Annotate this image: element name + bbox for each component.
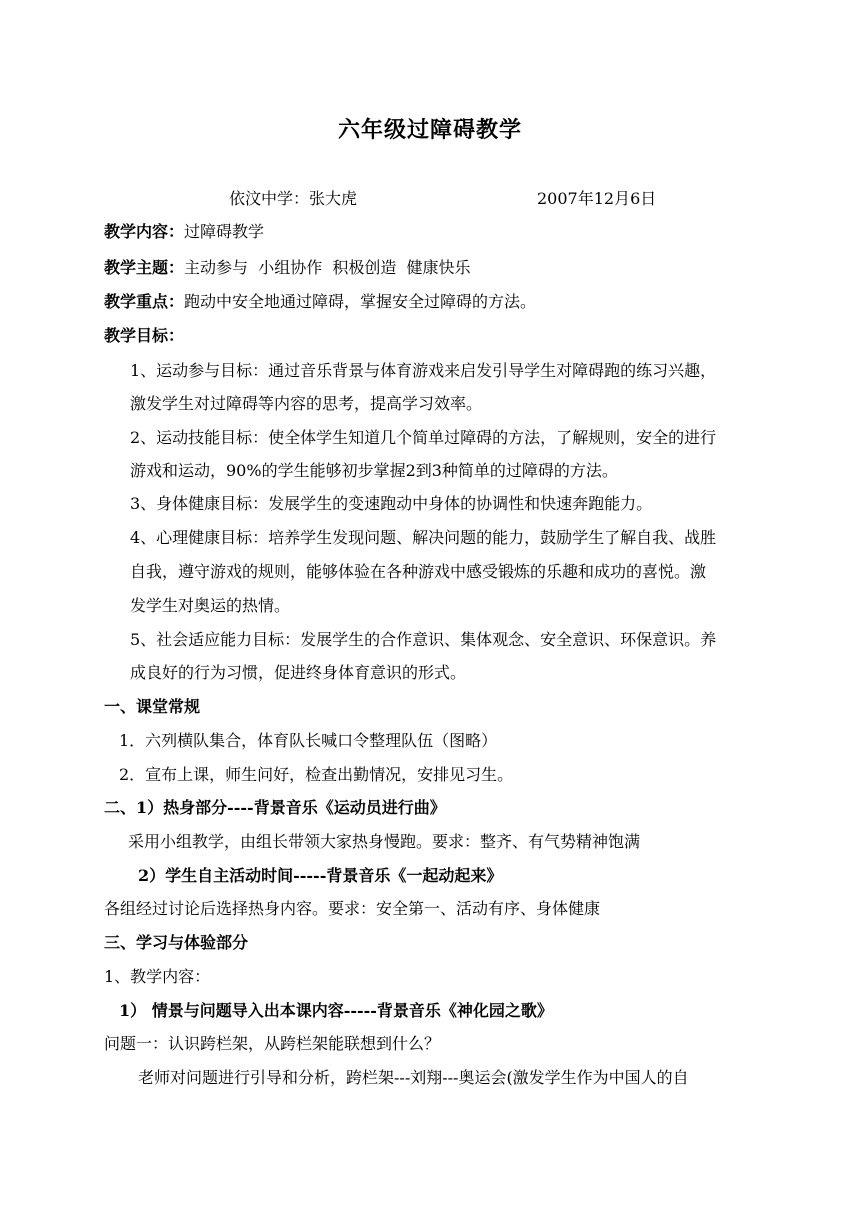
theme-label: 教学主题： [104, 258, 185, 277]
section-3-para-2: 老师对问题进行引导和分析，跨栏架---刘翔---奥运会(激发学生作为中国人的自 [138, 1068, 689, 1087]
goal-4-line-2: 自我，遵守游戏的规则，能够体验在各种游戏中感受锻炼的乐趣和成功的喜悦。激 [130, 562, 707, 581]
content-value: 过障碍教学 [184, 222, 265, 241]
section-1-item-2: 2．宣布上课，师生问好，检查出勤情况，安排见习生。 [119, 765, 514, 784]
theme-row [104, 257, 471, 279]
goal-4-line-3: 发学生对奥运的热情。 [130, 596, 291, 615]
focus-value: 跑动中安全地通过障碍，掌握安全过障碍的方法。 [184, 292, 537, 311]
focus-row [104, 291, 536, 313]
section-2-para-1: 采用小组教学，由组长带领大家热身慢跑。要求：整齐、有气势精神饱满 [128, 832, 641, 851]
goal-5-line-1: 5、社会适应能力目标：发展学生的合作意识、集体观念、安全意识、环保意识。养 [130, 630, 717, 649]
goal-5-line-2: 成良好的行为习惯，促进终身体育意识的形式。 [130, 663, 467, 682]
section-3-subheading: 1） 情景与问题导入出本课内容-----背景音乐《神化园之歌》 [119, 1001, 553, 1020]
goal-2-line-2: 游戏和运动，90%的学生能够初步掌握2到3种简单的过障碍的方法。 [130, 461, 618, 480]
goal-4-line-1: 4、心理健康目标：培养学生发现问题、解决问题的能力，鼓励学生了解自我、战胜 [130, 528, 717, 547]
goal-1-line-2: 激发学生对过障碍等内容的思考，提高学习效率。 [130, 394, 483, 413]
document-title: 六年级过障碍教学 [337, 117, 522, 143]
theme-value: 主动参与 小组协作 积极创造 健康快乐 [184, 258, 471, 277]
section-2-para-2: 各组经过讨论后选择热身内容。要求：安全第一、活动有序、身体健康 [104, 899, 601, 918]
section-1-heading: 一、课堂常规 [104, 697, 201, 716]
section-3-heading: 三、学习与体验部分 [104, 933, 249, 952]
content-row [104, 221, 264, 243]
byline-author: 依汶中学：张大虎 [229, 189, 358, 208]
goal-1-line-1: 1、运动参与目标：通过音乐背景与体育游戏来启发引导学生对障碍跑的练习兴趣， [130, 361, 717, 380]
byline-date: 2007年12月6日 [537, 189, 657, 208]
section-3-para-1: 1、教学内容： [104, 967, 211, 986]
section-3-question-1: 问题一：认识跨栏架，从跨栏架能联想到什么？ [104, 1034, 441, 1053]
goal-3-line-1: 3、身体健康目标：发展学生的变速跑动中身体的协调性和快速奔跑能力。 [130, 494, 653, 513]
goals-label: 教学目标： [104, 326, 185, 345]
section-1-item-1: 1．六列横队集合，体育队长喊口令整理队伍（图略） [119, 731, 498, 750]
section-2-heading: 二、1）热身部分----背景音乐《运动员进行曲》 [104, 798, 446, 817]
section-2-subheading: 2）学生自主活动时间-----背景音乐《一起动起来》 [138, 866, 503, 885]
goal-2-line-1: 2、运动技能目标：使全体学生知道几个简单过障碍的方法，了解规则，安全的进行 [130, 428, 717, 447]
content-label: 教学内容： [104, 222, 185, 241]
focus-label: 教学重点： [104, 292, 185, 311]
